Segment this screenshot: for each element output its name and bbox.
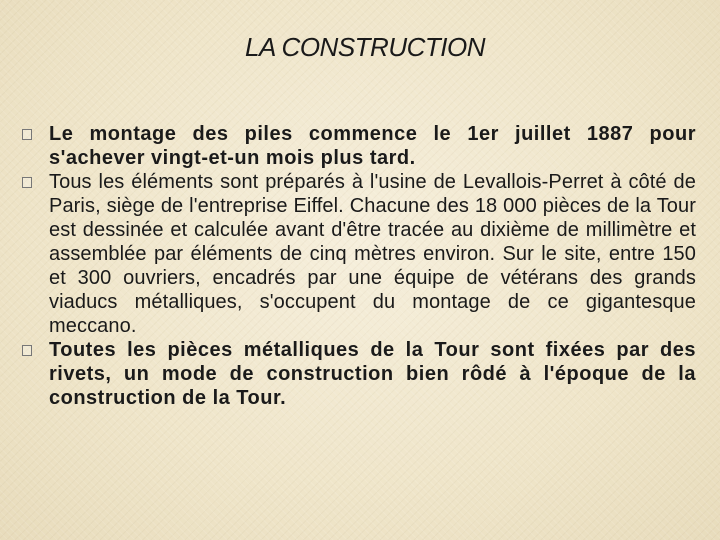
bullet-text: Toutes les pièces métalliques de la Tour sont fixées par des rivets, un mode de construction bien rôdé à l'époque de la construction de la Tour. [49, 339, 696, 409]
bullet-text: Le montage des piles commence le 1er juillet 1887 pour s'achever vingt-et-un mois plus tard. [49, 123, 696, 169]
bullet-text: Tous les éléments sont préparés à l'usine de Levallois-Perret à côté de Paris, siège de l'entreprise Eiffel. Chacune des 18 000 pièces de la Tour est dessinée et calculée avant d'être tracée au dixième de millimètre et assemblée par éléments de cinq mètres environ. Sur le site, entre 150 et 300 ouvriers, encadrés par une équipe de vétérans des grands viaducs métalliques, s'occupent du montage de ce gigantesque meccano. [49, 171, 696, 337]
bullet-item [18, 122, 696, 170]
square-bullet-icon [22, 345, 32, 356]
slide-title: LA CONSTRUCTION [245, 32, 485, 62]
square-bullet-icon [22, 129, 32, 140]
bullet-list [18, 122, 696, 410]
square-bullet-icon [22, 177, 32, 188]
bullet-item [18, 338, 696, 410]
bullet-item [18, 170, 696, 338]
